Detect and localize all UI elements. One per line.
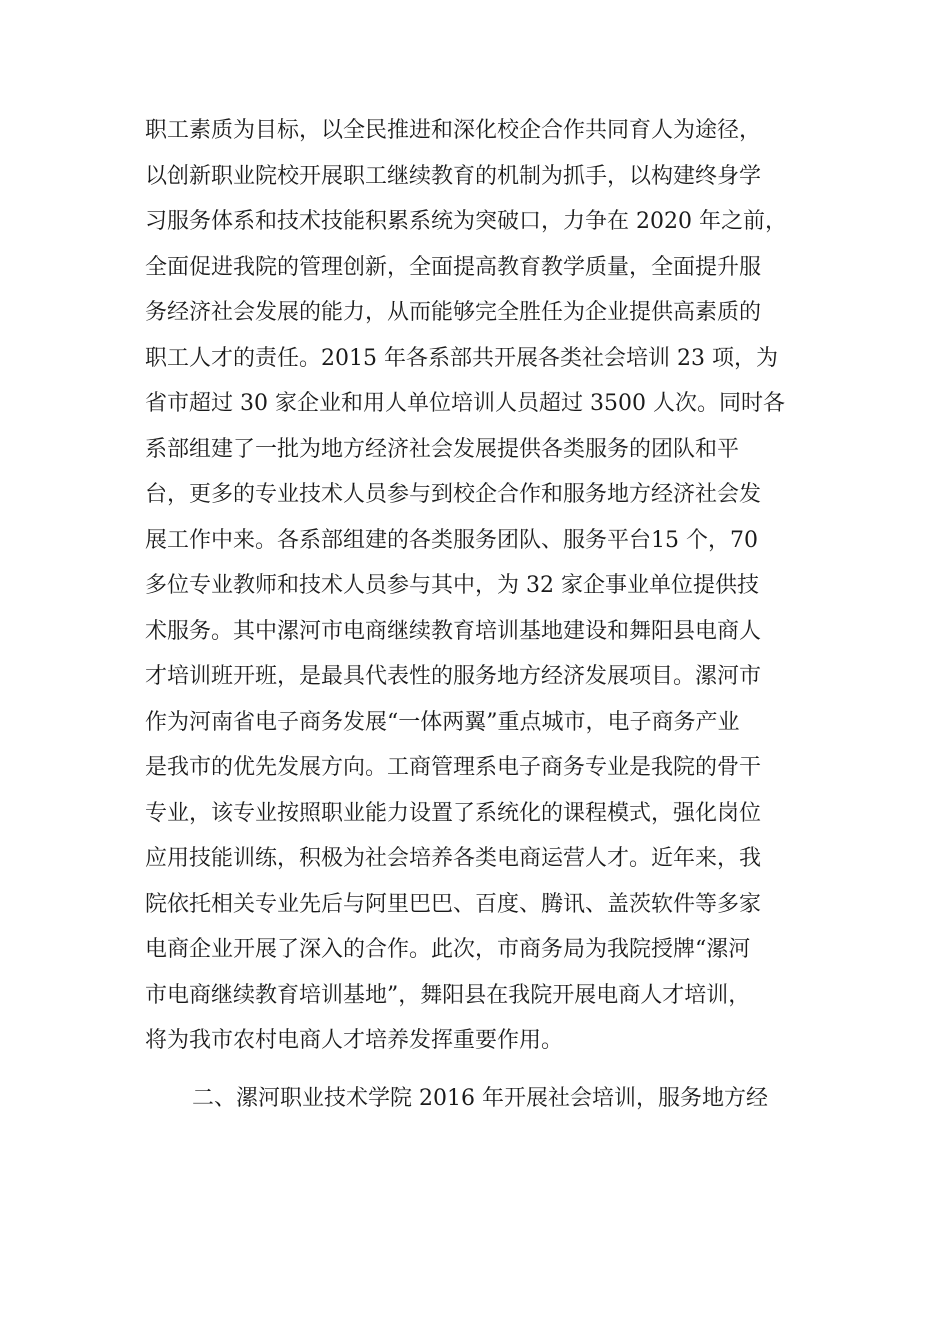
text-line: 将为我市农村电商人才培养发挥重要作用。 xyxy=(145,1028,564,1053)
text-line: 习服务体系和技术技能积累系统为突破口，力争在 2020 年之前， xyxy=(145,209,787,234)
text-line: 台，更多的专业技术人员参与到校企合作和服务地方经济社会发 xyxy=(145,482,762,507)
text-line: 务经济社会发展的能力，从而能够完全胜任为企业提供高素质的 xyxy=(145,300,762,325)
text-line: 是我市的优先发展方向。工商管理系电子商务专业是我院的骨干 xyxy=(145,755,762,780)
text-line: 专业，该专业按照职业能力设置了系统化的课程模式，强化岗位 xyxy=(145,800,762,826)
paragraph-1 xyxy=(145,108,815,1064)
text-line: 职工素质为目标，以全民推进和深化校企合作共同育人为途径， xyxy=(145,118,762,143)
text-line: 院依托相关专业先后与阿里巴巴、百度、腾讯、盖茨软件等多家 xyxy=(145,891,762,917)
text-line: 作为河南省电子商务发展“一体两翼”重点城市，电子商务产业 xyxy=(145,709,740,735)
text-line: 以创新职业院校开展职工继续教育的机制为抓手，以构建终身学 xyxy=(145,163,762,189)
text-line: 市电商继续教育培训基地”，舞阳县在我院开展电商人才培训， xyxy=(145,982,751,1008)
text-line: 职工人才的责任。2015 年各系部共开展各类社会培训 23 项，为 xyxy=(145,345,778,371)
text-line: 术服务。其中漯河市电商继续教育培训基地建设和舞阳县电商人 xyxy=(145,618,762,644)
text-line: 才培训班开班，是最具代表性的服务地方经济发展项目。漯河市 xyxy=(145,664,762,689)
text-line: 电商企业开展了深入的合作。此次，市商务局为我院授牌“漯河 xyxy=(145,937,751,962)
text-line: 全面促进我院的管理创新，全面提高教育教学质量，全面提升服 xyxy=(145,254,762,280)
paragraph-2 xyxy=(145,1076,815,1122)
text-line: 展工作中来。各系部组建的各类服务团队、服务平台15 个，70 xyxy=(145,527,758,553)
text-line: 多位专业教师和技术人员参与其中，为 32 家企事业单位提供技 xyxy=(145,573,759,598)
text-line: 应用技能训练，积极为社会培养各类电商运营人才。近年来，我 xyxy=(145,846,762,871)
section-heading-line: 二、漯河职业技术学院 2016 年开展社会培训，服务地方经 xyxy=(192,1085,768,1111)
text-line: 系部组建了一批为地方经济社会发展提供各类服务的团队和平 xyxy=(145,436,740,462)
text-line: 省市超过 30 家企业和用人单位培训人员超过 3500 人次。同时各 xyxy=(145,391,785,416)
paragraph-spacing xyxy=(145,1064,815,1076)
body-text xyxy=(145,108,815,1121)
